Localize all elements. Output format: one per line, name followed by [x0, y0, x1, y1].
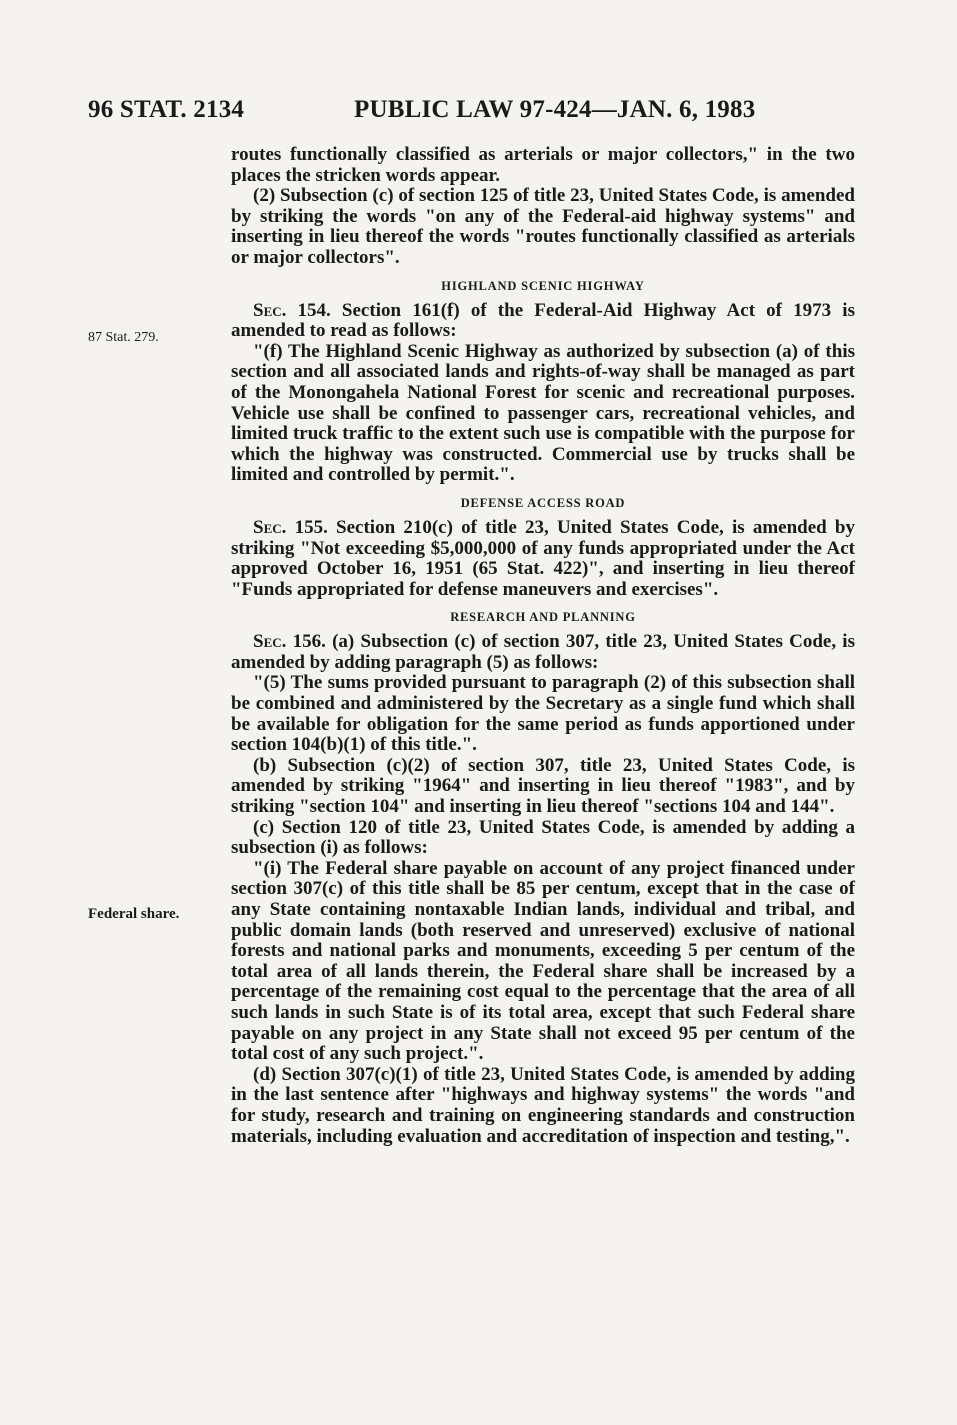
document-body	[231, 145, 855, 1147]
section-paragraph	[231, 632, 855, 673]
paragraph: "(i) The Federal share payable on account of any project financed under section 307(c) of this title shall be 85 per centum, except that in the case of any State containing nontaxable Indian lands, individual and tribal, and public domain lands (both reserved and unreserved) exclusive of national forests and national parks and monuments, exceeding 5 per centum of the total area of all lands therein, the Federal share shall be increased by a percentage of the remaining cost equal to the percentage that the area of all such lands in such State is of its total area, except that such Federal share payable on any project in any State shall not exceed 95 per centum of the total cost of any such project.".	[231, 857, 855, 1065]
paragraph: "(5) The sums provided pursuant to paragraph (2) of this subsection shall be combined and administered by the Secretary as a single fund which shall be available for obligation for the same period as funds apportioned under section 104(b)(1) of this title.".	[231, 672, 855, 756]
section-heading: DEFENSE ACCESS ROAD	[460, 495, 626, 510]
section-text: (a) Subsection (c) of section 307, title 23, United States Code, is amended by adding paragraph (5) as follows:	[231, 631, 855, 673]
section-label: Sec. 155.	[253, 516, 328, 538]
margin-note-federal-share: Federal share.	[88, 906, 180, 922]
margin-note-stat-ref: 87 Stat. 279.	[88, 330, 159, 345]
section-paragraph	[231, 301, 855, 342]
section-heading: RESEARCH AND PLANNING	[450, 610, 636, 625]
section-paragraph	[231, 518, 855, 600]
section-text: Section 161(f) of the Federal-Aid Highway Act of 1973 is amended to read as follows:	[231, 299, 855, 342]
paragraph: (b) Subsection (c)(2) of section 307, title 23, United States Code, is amended by striking "1964" and inserting in lieu thereof "1983", and by striking "section 104" and inserting in lieu thereof "sections 104 and 144".	[231, 754, 855, 818]
paragraph: (c) Section 120 of title 23, United States Code, is amended by adding a subsection (i) as follows:	[231, 816, 855, 859]
paragraph: (d) Section 307(c)(1) of title 23, United States Code, is amended by adding in the last sentence after "highways and highway systems" the words "and for study, research and training on engineering standards and construction materials, including evaluation and accreditation of inspection and testing,".	[231, 1063, 855, 1147]
public-law-title: PUBLIC LAW 97-424—JAN. 6, 1983	[354, 96, 756, 123]
stat-page-number: 96 STAT. 2134	[88, 96, 245, 123]
paragraph: routes functionally classified as arterials or major collectors," in the two places the stricken words appear.	[231, 144, 855, 186]
page-header	[88, 96, 788, 136]
section-label: Sec. 154.	[253, 299, 331, 321]
section-label: Sec. 156.	[253, 631, 326, 653]
paragraph: "(f) The Highland Scenic Highway as authorized by subsection (a) of this section and all associated lands and rights-of-way shall be managed as part of the Monongahela National Forest for scenic and recreational purposes. Vehicle use shall be confined to passenger cars, recreational vehicles, and limited truck traffic to the extent such use is compatible with the purpose for which the highway was constructed. Commercial use by trucks shall be limited and controlled by permit.".	[231, 340, 855, 486]
section-text: Section 210(c) of title 23, United States Code, is amended by striking "Not exceeding $5,000,000 of any funds appropriated under the Act approved October 16, 1951 (65 Stat. 422)", and inserting in lieu thereof "Funds appropriated for defense maneuvers and exercises".	[231, 516, 855, 600]
paragraph: (2) Subsection (c) of section 125 of title 23, United States Code, is amended by striking the words "on any of the Federal-aid highway systems" and inserting in lieu thereof the words "routes functionally classified as arterials or major collectors".	[231, 185, 855, 268]
section-heading: HIGHLAND SCENIC HIGHWAY	[441, 278, 645, 293]
